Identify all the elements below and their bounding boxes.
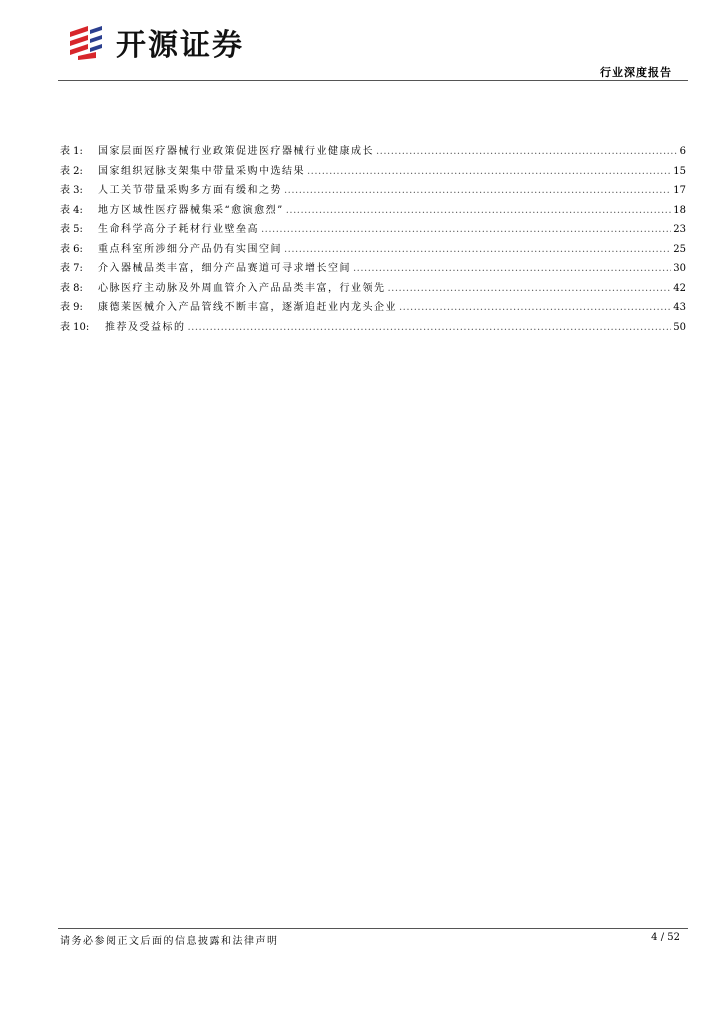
toc-leader-dots [286, 201, 672, 221]
toc-entry-page: 30 [673, 263, 686, 274]
toc-entry-title: 国家组织冠脉支架集中带量采购中选结果 [98, 165, 305, 177]
page-header [0, 0, 724, 82]
toc-entry-label: 表 7: [60, 263, 83, 274]
toc-entry-title: 重点科室所涉细分产品仍有实围空间 [98, 243, 282, 255]
toc-leader-dots [399, 298, 671, 318]
footer-divider [58, 928, 688, 929]
toc-entry-title: 介入器械品类丰富，细分产品赛道可寻求增长空间 [98, 263, 351, 274]
toc-entry[interactable] [60, 240, 686, 260]
toc-leader-dots [353, 259, 671, 279]
toc-entry-page: 23 [673, 224, 686, 235]
toc-entry-label: 表 6: [60, 243, 83, 255]
toc-leader-dots [261, 220, 671, 240]
toc-entry-page: 6 [679, 146, 686, 157]
toc-entry-page: 43 [673, 302, 686, 313]
toc-leader-dots [388, 279, 672, 299]
toc-entry[interactable] [60, 220, 686, 240]
toc-entry-page: 17 [673, 185, 686, 196]
toc-entry-label: 表 1: [60, 146, 83, 157]
toc-entry-title: 国家层面医疗器械行业政策促进医疗器械行业健康成长 [98, 146, 374, 157]
toc-entry-page: 18 [673, 204, 686, 216]
toc-entry-page: 25 [673, 243, 686, 255]
toc-leader-dots [284, 240, 671, 260]
toc-entry[interactable] [60, 259, 686, 279]
toc-entry-title: 心脉医疗主动脉及外周血管介入产品品类丰富，行业领先 [98, 282, 386, 294]
toc-entry-page: 15 [673, 165, 686, 177]
toc-entry[interactable] [60, 142, 686, 162]
toc-entry-label: 表 3: [60, 185, 83, 196]
toc-entry[interactable] [60, 318, 686, 338]
toc-leader-dots [307, 162, 671, 182]
header-divider [58, 80, 688, 81]
toc-entry[interactable] [60, 162, 686, 182]
footer-disclaimer: 请务必参阅正文后面的信息披露和法律声明 [60, 936, 279, 947]
toc-entry[interactable] [60, 181, 686, 201]
brand-logo-icon [66, 22, 106, 62]
toc-leader-dots [376, 142, 678, 162]
toc-entry-label: 表 9: [60, 302, 83, 313]
toc-entry-title: 人工关节带量采购多方面有缓和之势 [98, 185, 282, 196]
toc-entry-title: 生命科学高分子耗材行业壁垒高 [98, 224, 259, 235]
toc-leader-dots [284, 181, 671, 201]
toc-entry-title: 康德莱医械介入产品管线不断丰富，逐渐追赶业内龙头企业 [98, 302, 397, 313]
toc-entry-title: 地方区域性医疗器械集采“愈演愈烈” [98, 204, 284, 216]
toc-entry[interactable] [60, 279, 686, 299]
toc-entry-label: 表 8: [60, 282, 83, 294]
toc-entry-page: 50 [673, 321, 686, 333]
page-number: 4 / 52 [651, 932, 680, 943]
toc-leader-dots [188, 318, 672, 338]
toc-entry-page: 42 [673, 282, 686, 294]
toc-entry-label: 表 5: [60, 224, 83, 235]
toc-entry[interactable] [60, 201, 686, 221]
brand-name: 开源证券 [116, 28, 244, 63]
toc-entry-label: 表 2: [60, 165, 83, 177]
table-of-tables [60, 142, 686, 337]
toc-entry-label: 表 10: [60, 321, 90, 333]
toc-entry-label: 表 4: [60, 204, 83, 216]
toc-entry[interactable] [60, 298, 686, 318]
report-type-label: 行业深度报告 [600, 66, 672, 79]
toc-entry-title: 推荐及受益标的 [105, 321, 186, 333]
brand-logo [66, 20, 244, 64]
